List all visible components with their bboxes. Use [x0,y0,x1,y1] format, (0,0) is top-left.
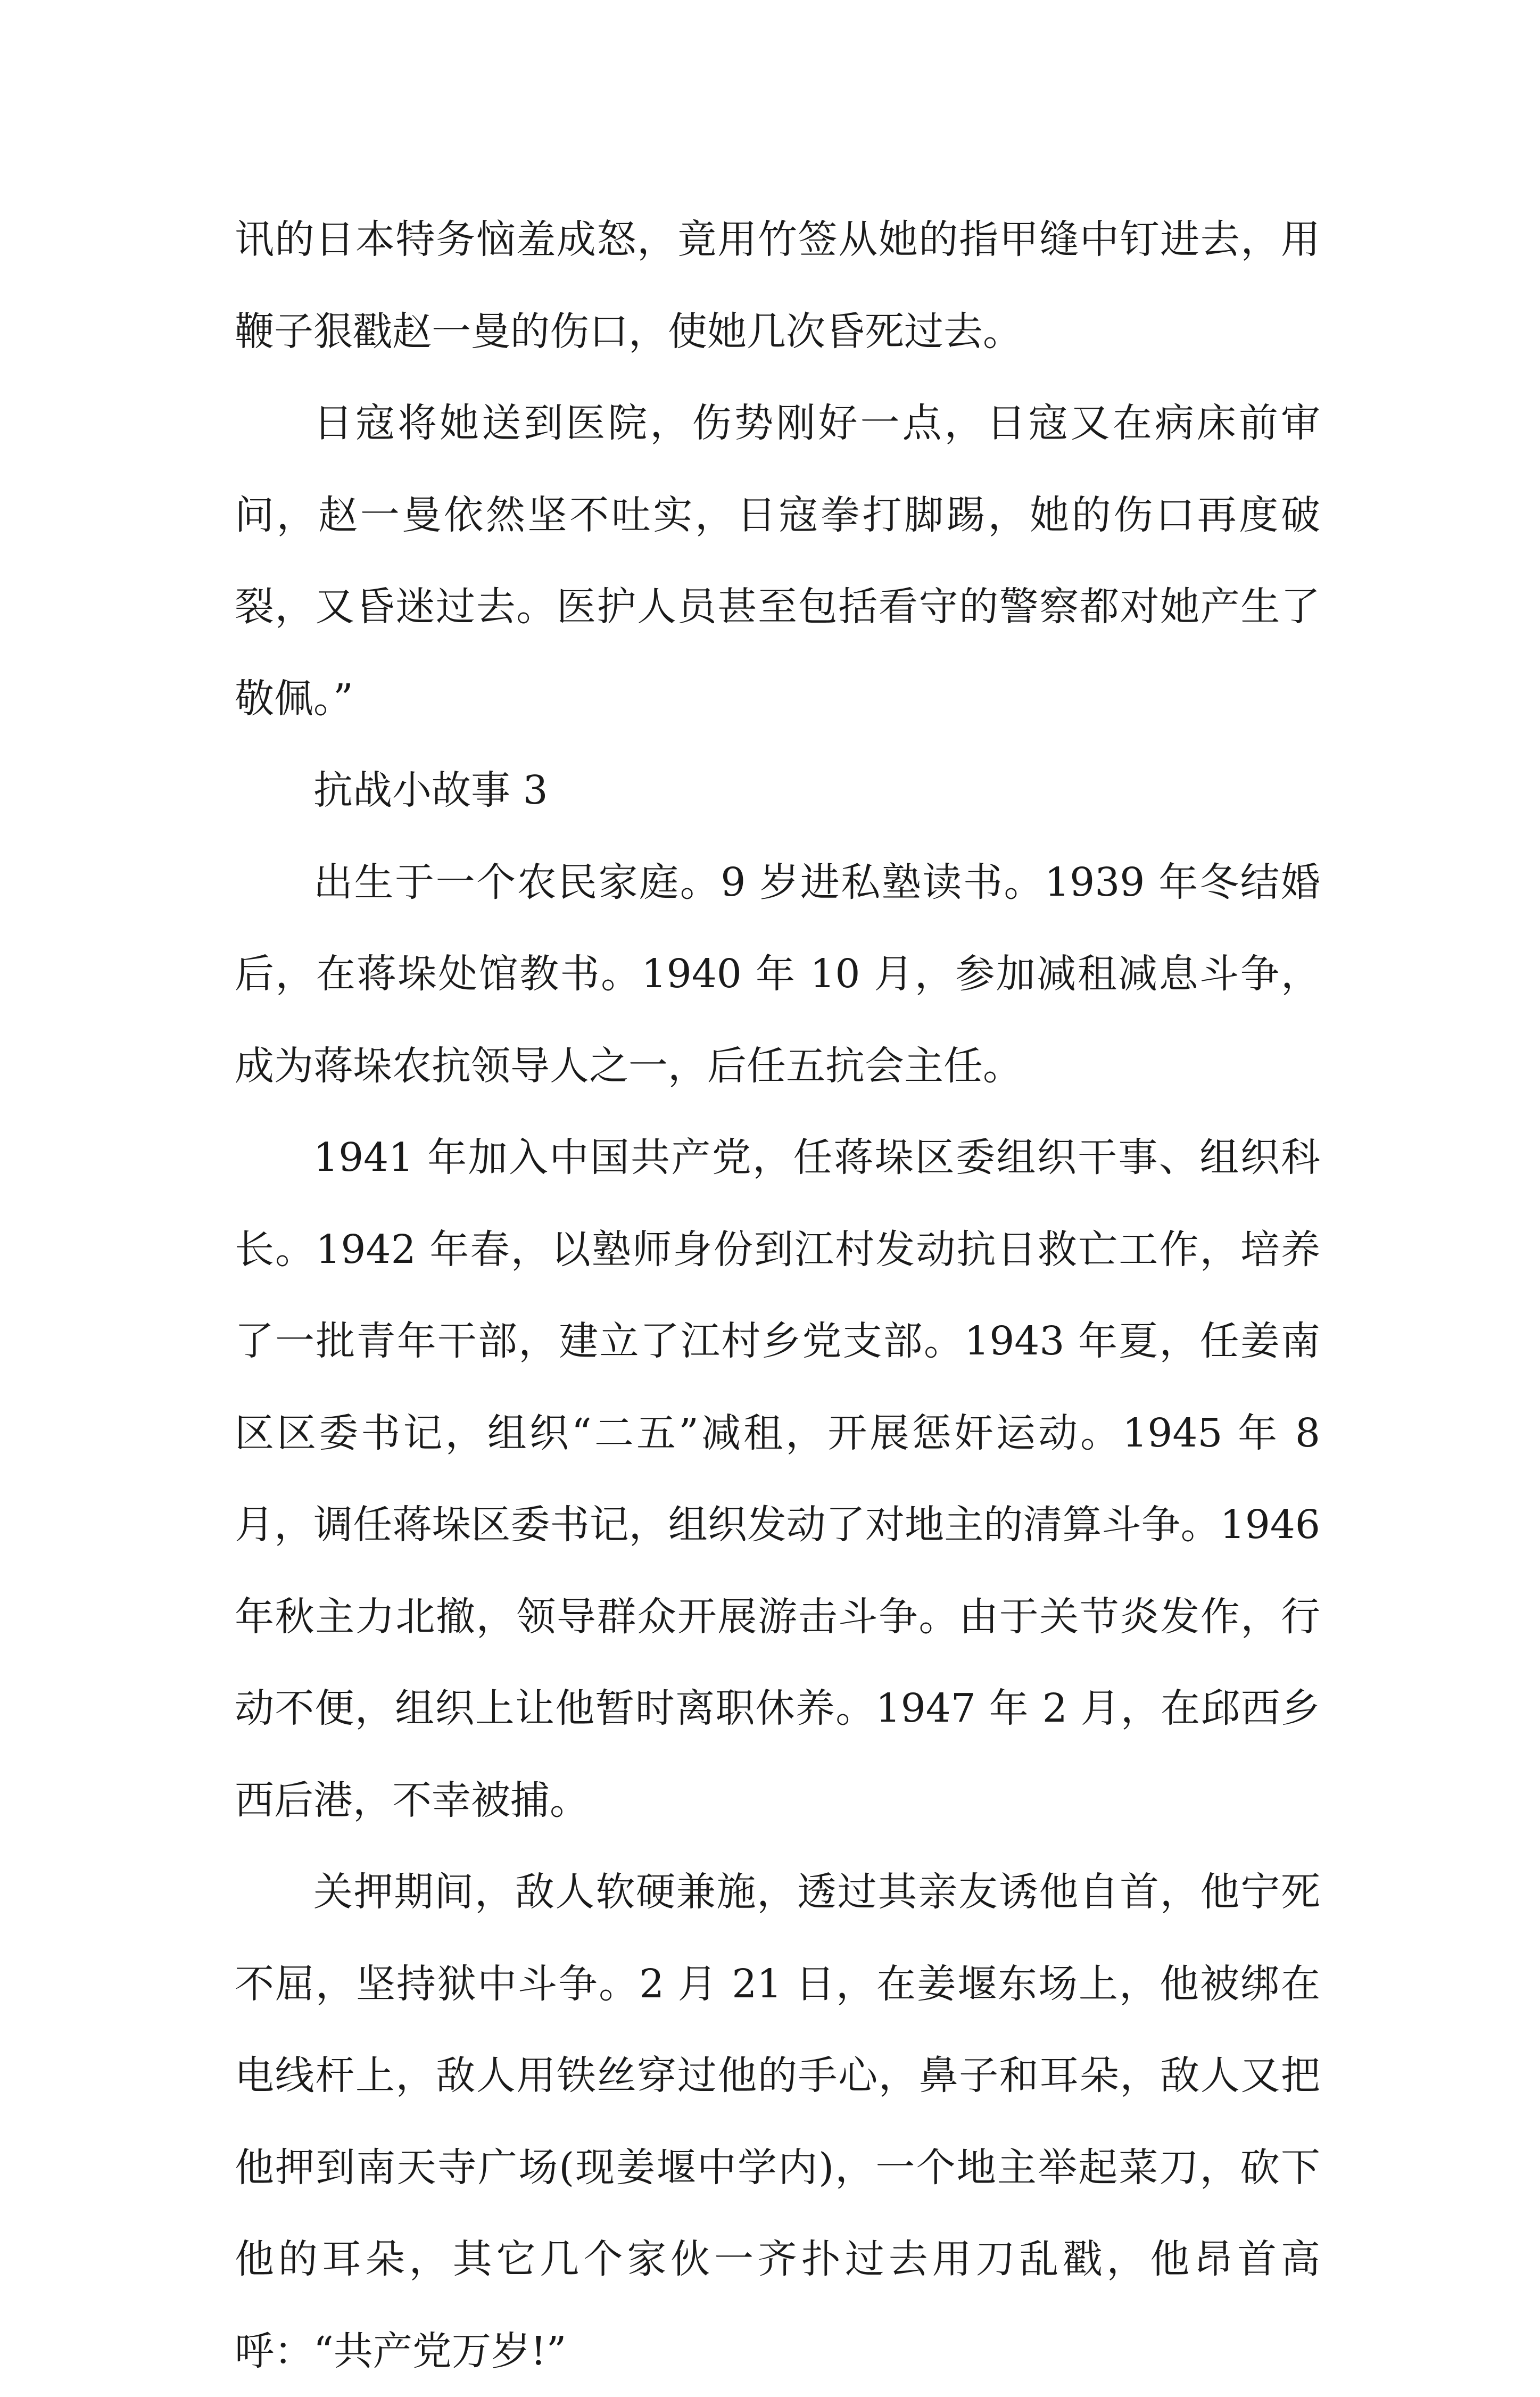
paragraph-party-work: 1941 年加入中国共产党，任蒋垛区委组织干事、组织科长。1942 年春，以塾师身份到江村发动抗日救亡工作，培养了一批青年干部，建立了江村乡党支部。1943 年夏，任姜南区区委书记，组织“二五”减租，开展惩奸运动。1945 年 8 月，调任蒋垛区委书记，组织发动了对地主的清算斗争。1946 年秋主力北撤，领导群众开展游击斗争。由于关节炎发作，行动不便，组织上让他暂时离职休养。1947 年 2 月，在邱西乡西后港，不幸被捕。 [235,1135,1320,1823]
paragraph-continued: 讯的日本特务恼羞成怒，竟用竹签从她的指甲缝中钉进去，用鞭子狠戳赵一曼的伤口，使她几次昏死过去。 [235,217,1320,354]
paragraph-biography: 出生于一个农民家庭。9 岁进私塾读书。1939 年冬结婚后，在蒋垛处馆教书。1940 年 10 月，参加减租减息斗争，成为蒋垛农抗领导人之一，后任五抗会主任。 [235,859,1320,1089]
paragraph-hospital: 日寇将她送到医院，伤势刚好一点，日寇又在病床前审问，赵一曼依然坚不吐实，日寇拳打脚踢，她的伤口再度破裂，又昏迷过去。医护人员甚至包括看守的警察都对她产生了敬佩。” [235,400,1320,722]
paragraph-imprisonment: 关押期间，敌人软硬兼施，透过其亲友诱他自首，他宁死不屈，坚持狱中斗争。2 月 21 日，在姜堰东场上，他被绑在电线杆上，敌人用铁丝穿过他的手心，鼻子和耳朵，敌人又把他押到南天寺广场(现姜堰中学内)，一个地主举起菜刀，砍下他的耳朵，其它几个家伙一齐扑过去用刀乱戳，他昂首高呼：“共产党万岁!” [235,1869,1320,2374]
section-heading: 抗战小故事 3 [313,767,548,813]
document-body [235,194,1320,2397]
